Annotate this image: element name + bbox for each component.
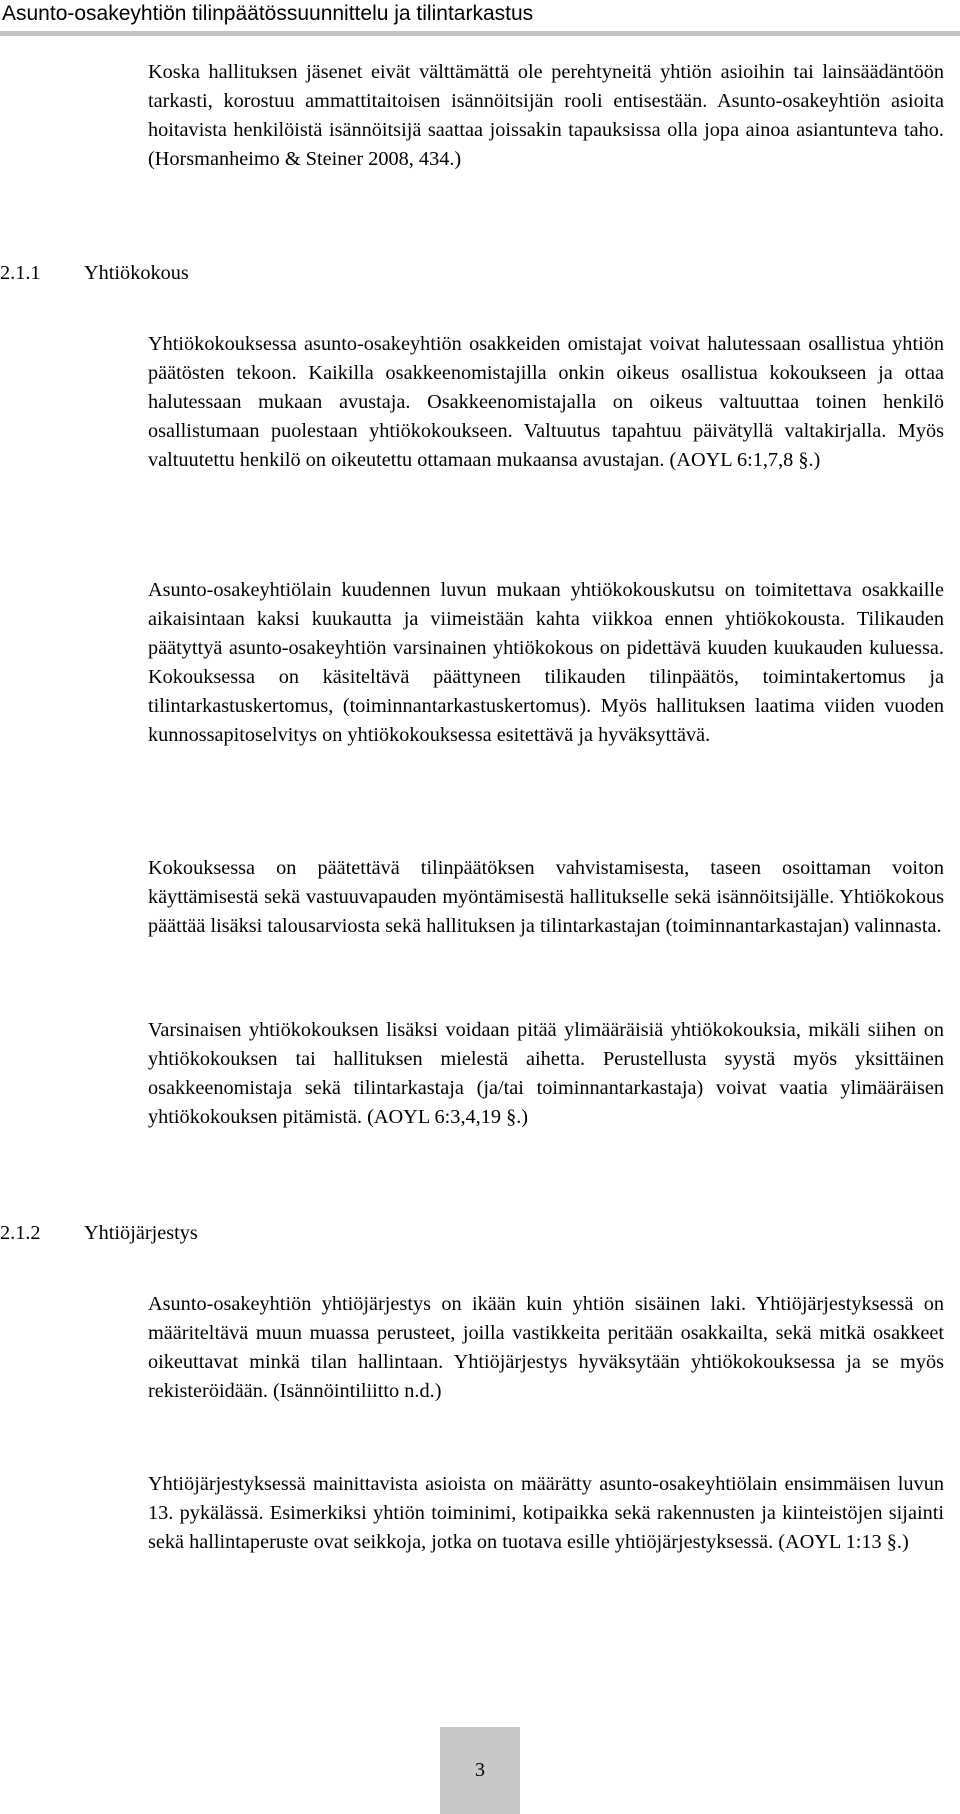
section-title: Yhtiöjärjestys	[84, 1222, 198, 1244]
yhtiokokous-paragraph-4: Varsinaisen yhtiökokouksen lisäksi voidaan pitää ylimääräisiä yhtiökokouksia, mikäli siihen on yhtiökokouksen tai hallituksen mielestä aihetta. Perustellusta syystä myös yksittäinen osakkeenomistaja sekä tilintarkastaja (ja/tai toiminnantarkastaja) voivat vaatia ylimääräisen yhtiökokouksen pitämistä. (AOYL 6:3,4,19 §.)	[148, 1019, 944, 1128]
yhtiokokous-paragraph-3: Kokouksessa on päätettävä tilinpäätöksen vahvistamisesta, taseen osoittaman voiton käyttämisestä sekä vastuuvapauden myöntämisestä hallitukselle sekä isännöitsijälle. Yhtiökokous päättää lisäksi talousarviosta sekä hallituksen ja tilintarkastajan (toiminnantarkastajan) valinnasta.	[148, 857, 944, 937]
intro-paragraph: Koska hallituksen jäsenet eivät välttämättä ole perehtyneitä yhtiön asioihin tai lainsäädäntöön tarkasti, korostuu ammattitaitoisen isännöitsijän rooli entisestään. Asunto-osakeyhtiön asioita hoitavista henkilöistä isännöitsijä saattaa joissakin tapauksissa olla jopa ainoa asiantunteva taho. (Horsmanheimo & Steiner 2008, 434.)	[148, 61, 944, 170]
section-number: 2.1.1	[0, 262, 41, 284]
section-heading-yhtiokokous	[0, 259, 189, 288]
running-header: Asunto-osakeyhtiön tilinpäätössuunnittelu ja tilintarkastus	[2, 2, 534, 25]
section-number: 2.1.2	[0, 1222, 41, 1244]
yhtiojarjestys-paragraph-1: Asunto-osakeyhtiön yhtiöjärjestys on ikään kuin yhtiön sisäinen laki. Yhtiöjärjestyksessä on määriteltävä muun muassa perusteet, joilla vastikkeita peritään osakkailta, sekä mitkä osakkeet oikeuttavat minkä tilan hallintaan. Yhtiöjärjestys hyväksytään yhtiökokouksessa ja se myös rekisteröidään. (Isännöintiliitto n.d.)	[148, 1293, 944, 1402]
header-rule	[0, 31, 960, 36]
page-number: 3	[440, 1727, 520, 1814]
yhtiokokous-paragraph-2: Asunto-osakeyhtiölain kuudennen luvun mukaan yhtiökokouskutsu on toimitettava osakkaille aikaisintaan kaksi kuukautta ja viimeistään kahta viikkoa ennen yhtiökokousta. Tilikauden päätyttyä asunto-osakeyhtiön varsinainen yhtiökokous on pidettävä kuuden kuukauden kuluessa. Kokouksessa on käsiteltävä päättyneen tilikauden tilinpäätös, toimintakertomus ja tilintarkastuskertomus, (toiminnantarkastuskertomus). Myös hallituksen laatima viiden vuoden kunnossapitoselvitys on yhtiökokouksessa esitettävä ja hyväksyttävä.	[148, 579, 944, 746]
section-heading-yhtiojarjestys	[0, 1219, 198, 1248]
yhtiojarjestys-paragraph-2: Yhtiöjärjestyksessä mainittavista asioista on määrätty asunto-osakeyhtiölain ensimmäisen luvun 13. pykälässä. Esimerkiksi yhtiön toiminimi, kotipaikka sekä rakennusten ja kiinteistöjen sijainti sekä hallintaperuste ovat seikkoja, jotka on tuotava esille yhtiöjärjestyksessä. (AOYL 1:13 §.)	[148, 1473, 944, 1553]
yhtiokokous-paragraph-1: Yhtiökokouksessa asunto-osakeyhtiön osakkeiden omistajat voivat halutessaan osallistua yhtiön päätösten tekoon. Kaikilla osakkeenomistajilla onkin oikeus osallistua kokoukseen ja ottaa halutessaan mukaan avustaja. Osakkeenomistajalla on oikeus valtuuttaa toinen henkilö osallistumaan puolestaan yhtiökokoukseen. Valtuutus tapahtuu päivätyllä valtakirjalla. Myös valtuutettu henkilö on oikeutettu ottamaan mukaansa avustajan. (AOYL 6:1,7,8 §.)	[148, 333, 944, 471]
section-title: Yhtiökokous	[84, 262, 189, 284]
